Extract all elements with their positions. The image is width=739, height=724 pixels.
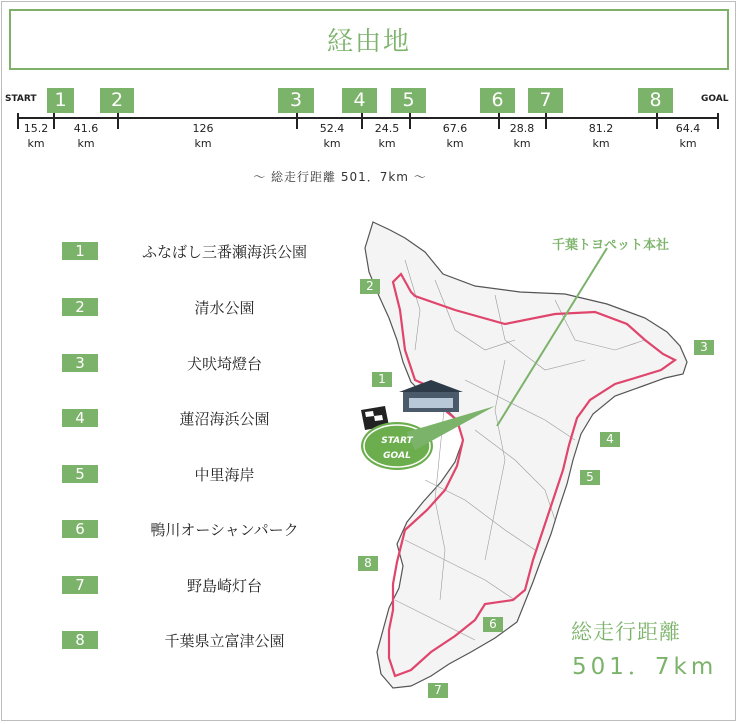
- map-waypoint-2: 2: [360, 279, 380, 294]
- segment-distance: 24.5 km: [374, 122, 400, 150]
- legend-label: 蓮沼海浜公園: [179, 409, 270, 428]
- legend-label: ふなばし三番瀬海浜公園: [141, 242, 307, 261]
- route-waypoint-1: 1: [47, 88, 74, 113]
- legend-number-badge: 4: [62, 409, 98, 427]
- legend-label: 中里海岸: [194, 465, 255, 484]
- segment-distance: 15.2 km: [23, 122, 49, 150]
- map-waypoint-4: 4: [600, 432, 620, 447]
- total-distance-label: 総走行距離: [571, 620, 681, 644]
- route-waypoint-5: 5: [391, 88, 426, 113]
- segment-distance: 126 km: [192, 122, 214, 150]
- legend-item: [62, 353, 262, 373]
- goal-text: GOAL: [383, 451, 411, 461]
- segment-distance: 81.2 km: [588, 122, 614, 150]
- legend-number-badge: 6: [62, 520, 98, 538]
- route-tick: [717, 113, 719, 129]
- legend-item: [62, 519, 299, 539]
- segment-distance: 28.8 km: [509, 122, 535, 150]
- legend-item: [62, 464, 255, 484]
- legend-number-badge: 7: [62, 576, 98, 594]
- route-waypoint-2: 2: [100, 88, 134, 113]
- start-text: START: [381, 436, 413, 446]
- map-waypoint-6: 6: [483, 617, 503, 632]
- map-waypoint-8: 8: [358, 556, 378, 571]
- goal-label: GOAL: [701, 94, 729, 104]
- legend-label: 千葉県立富津公園: [164, 631, 285, 650]
- legend-label: 犬吠埼燈台: [186, 354, 262, 373]
- page-title: 経由地: [326, 27, 411, 57]
- legend-item: [62, 630, 285, 650]
- segment-distance: 52.4 km: [319, 122, 345, 150]
- route-waypoint-8: 8: [638, 88, 673, 113]
- legend-number-badge: 2: [62, 298, 98, 316]
- segment-distance: 67.6 km: [442, 122, 468, 150]
- legend-item: [62, 408, 270, 428]
- segment-distance: 64.4 km: [675, 122, 701, 150]
- route-waypoint-7: 7: [528, 88, 563, 113]
- legend-item: [62, 241, 307, 261]
- legend-number-badge: 1: [62, 242, 98, 260]
- route-line: [18, 117, 718, 119]
- total-distance-caption: ～ 総走行距離 501．7km ～: [253, 170, 427, 184]
- legend-number-badge: 5: [62, 465, 98, 483]
- start-label: START: [5, 94, 37, 104]
- legend-label: 鴨川オーシャンパーク: [150, 520, 299, 539]
- route-waypoint-4: 4: [342, 88, 377, 113]
- legend-item: [62, 575, 262, 595]
- map-waypoint-7: 7: [428, 683, 448, 698]
- total-distance-value: 501．7km: [572, 654, 718, 680]
- route-tick: [117, 113, 119, 129]
- route-waypoint-3: 3: [278, 88, 314, 113]
- segment-distance: 41.6 km: [73, 122, 99, 150]
- route-waypoint-6: 6: [480, 88, 515, 113]
- route-tick: [656, 113, 658, 129]
- route-tick: [296, 113, 298, 129]
- map-waypoint-3: 3: [694, 340, 714, 355]
- legend-label: 野島崎灯台: [186, 576, 262, 595]
- legend-number-badge: 3: [62, 354, 98, 372]
- map-waypoint-1: 1: [372, 372, 392, 387]
- map-waypoint-5: 5: [580, 470, 600, 485]
- hq-label: 千葉トヨペット本社: [552, 238, 670, 253]
- title-box: [9, 9, 729, 70]
- legend-number-badge: 8: [62, 631, 98, 649]
- legend-label: 清水公園: [194, 298, 255, 317]
- legend-item: [62, 297, 255, 317]
